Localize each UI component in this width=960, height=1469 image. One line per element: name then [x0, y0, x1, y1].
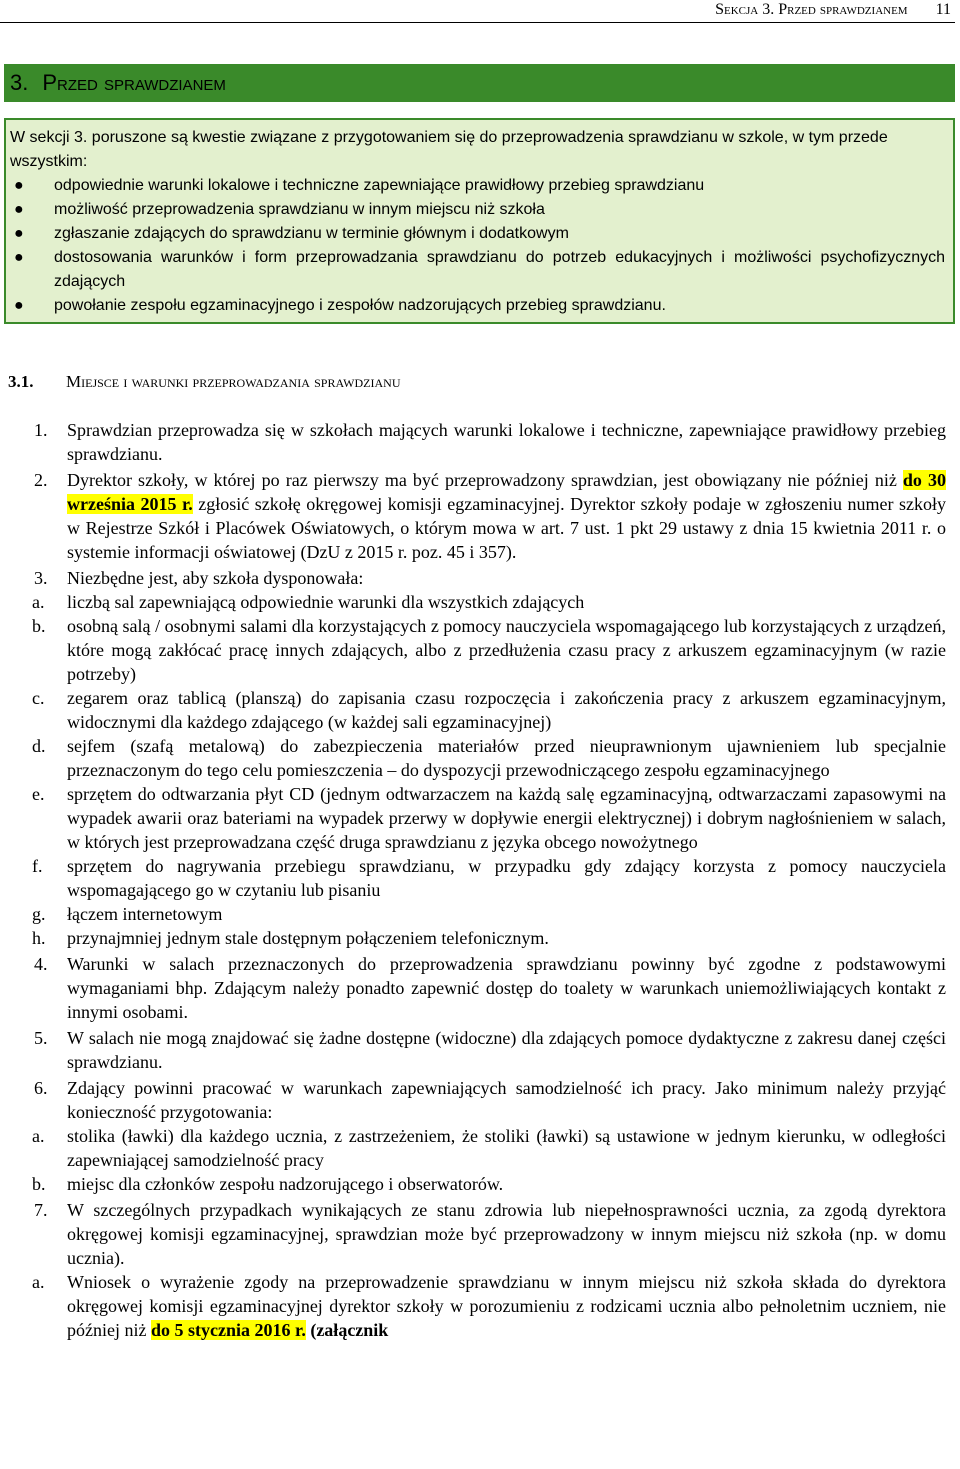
section-title: Przed sprawdzianem — [42, 70, 226, 95]
bullet-icon: ● — [14, 225, 24, 242]
intro-text: W sekcji 3. poruszone są kwestie związane z przygotowaniem się do przeprowadzenia sprawdzianu w szkole, w tym przede wszystkim: — [10, 129, 888, 170]
sub-item-a: a. Wniosek o wyrażenie zgody na przeprowadzenie sprawdzianu w innym miejscu niż szkoła składa do dyrektora okręgowej komisji egzaminacyjnej dyrektor szkoły w porozumieniu z rodzicami ucznia albo pełnoletnim uczniem, nie później niż do 5 stycznia 2016 r. (załącznik — [32, 1272, 946, 1340]
section-title-bar — [4, 64, 955, 102]
subsection-number: 3.1. — [8, 372, 34, 391]
subsection-heading — [8, 372, 400, 392]
sub-item-h: h. przynajmniej jednym stale dostępnym połączeniem telefonicznym. — [32, 928, 549, 948]
sub-item-f: f. sprzętem do nagrywania przebiegu sprawdzianu, w przypadku gdy zdający korzysta z pomocy nauczyciela wspomagającego go w czytaniu lub pisaniu — [32, 856, 946, 900]
list-item: ● zgłaszanie zdających do sprawdzianu w terminie głównym i dodatkowym — [6, 222, 949, 246]
sub-item-e: e. sprzętem do odtwarzania płyt CD (jednym odtwarzaczem na każdą salę egzaminacyjną, odtwarzaczami zapasowymi na wypadek awarii oraz bateriami na wypadek przerwy w dopływie energii elektrycznej) i dobrym nagłośnieniem w salach, w których jest przeprowadzana część druga sprawdzianu z języka obcego nowożytnego — [32, 784, 946, 852]
sub-item-a: a. liczbą sal zapewniającą odpowiednie warunki dla wszystkich zdających — [32, 592, 585, 612]
numbered-item-1: 1. Sprawdzian przeprowadza się w szkołach mających warunki lokalowe i techniczne, zapewniające prawidłowy przebieg sprawdzianu. — [34, 420, 946, 464]
sub-item-b: b. miejsc dla członków zespołu nadzorującego i obserwatorów. — [32, 1174, 504, 1194]
sub-item-g: g. łączem internetowym — [32, 904, 223, 924]
document-body — [34, 418, 946, 1344]
sub-item-c: c. zegarem oraz tablicą (planszą) do zapisania czasu rozpoczęcia i zakończenia pracy z arkuszem egzaminacyjnym, widocznymi dla każdego zdającego (w każdej sali egzaminacyjnej) — [32, 688, 946, 732]
list-item: ● odpowiednie warunki lokalowe i techniczne zapewniające prawidłowy przebieg sprawdzianu — [6, 174, 949, 198]
page-number: 11 — [935, 1, 951, 18]
bullet-icon: ● — [14, 177, 24, 194]
section-number: 3. — [10, 70, 29, 95]
highlighted-deadline: do 5 stycznia 2016 r. — [150, 1320, 306, 1340]
subsection-title: Miejsce i warunki przeprowadzania sprawdzianu — [66, 372, 401, 391]
numbered-item-2: 2. Dyrektor szkoły, w której po raz pierwszy ma być przeprowadzony sprawdzian, jest obowiązany nie później niż do 30 września 2015 r. zgłosić szkołę okręgowej komisji egzaminacyjnej. Dyrektor szkoły podaje w zgłoszeniu numer szkoły w Rejestrze Szkół i Placówek Oświatowych, o którym mowa w art. 7 ust. 1 pkt 29 ustawy z dnia 15 kwietnia 2011 r. o systemie informacji oświatowej (DzU z 2015 r. poz. 45 i 357). — [34, 470, 947, 562]
numbered-item-7: 7. W szczególnych przypadkach wynikających ze stanu zdrowia lub niepełnosprawności ucznia, za zgodą dyrektora okręgowej komisji egzaminacyjnej, sprawdzian może być przeprowadzony w innym miejscu niż szkoła (np. w domu ucznia). a. Wniosek o wyrażenie zgody na przeprowadzenie sprawdzianu w innym miejscu niż szkoła składa do dyrektora okręgowej komisji egzaminacyjnej dyrektor szkoły w porozumieniu z rodzicami ucznia albo pełnoletnim uczniem, nie później niż do 5 stycznia 2016 r. (załącznik — [32, 1200, 946, 1340]
numbered-item-5: 5. W salach nie mogą znajdować się żadne dostępne (widoczne) dla zdających pomoce dydaktyczne z zakresu danej części sprawdzianu. — [34, 1028, 946, 1072]
list-item: ● powołanie zespołu egzaminacyjnego i zespołów nadzorujących przebieg sprawdzianu. — [6, 294, 949, 318]
list-item: ● możliwość przeprowadzenia sprawdzianu w innym miejscu niż szkoła — [6, 198, 949, 222]
bullet-icon: ● — [14, 297, 24, 314]
header-rule — [0, 22, 955, 23]
bullet-icon: ● — [14, 201, 24, 218]
sub-item-b: b. osobną salą / osobnymi salami dla korzystających z pomocy nauczyciela wspomagającego lub korzystających z urządzeń, które mogą zakłócać pracę innych zdających, albo z przedłużenia czasu pracy z arkuszem egzaminacyjnym (w razie potrzeby) — [32, 616, 946, 684]
sub-item-a: a. stolika (ławki) dla każdego ucznia, z zastrzeżeniem, że stoliki (ławki) są ustawione w jednym kierunku, w odległości zapewniającej samodzielność pracy — [32, 1126, 946, 1170]
list-item: ● dostosowania warunków i form przeprowadzania sprawdzianu do potrzeb edukacyjnych i możliwości psychofizycznych zdających — [6, 246, 949, 294]
numbered-item-3: 3. Niezbędne jest, aby szkoła dysponowała: a. liczbą sal zapewniającą odpowiednie warunki dla wszystkich zdających b. osobną salą / osobnymi salami dla korzystających z pomocy nauczyciela wspomagającego lub korzystających z urządzeń, które mogą zakłócać pracę innych zdających, albo z przedłużenia czasu pracy z arkuszem egzaminacyjnym (w razie potrzeby) c. zegarem oraz tablicą (planszą) do zapisania czasu rozpoczęcia i zakończenia pracy z arkuszem egzaminacyjnym, widocznymi dla każdego zdającego (w każdej sali egzaminacyjnej) d. sejfem (szafą metalową) do zabezpieczenia materiałów przed nieuprawnionym ujawnieniem lub specjalnie przeznaczonym do tego celu pomieszczenia – do dyspozycji przewodniczącego zespołu egzaminacyjnego e. sprzętem do odtwarzania płyt CD (jednym odtwarzaczem na każdą salę egzaminacyjną, odtwarzaczami zapasowymi na wypadek awarii oraz bateriami na wypadek przerwy w dopływie energii elektrycznej) i dobrym nagłośnieniem w salach, w których jest przeprowadzana część druga sprawdzianu z języka obcego nowożytnego f. sprzętem do nagrywania przebiegu sprawdzianu, w przypadku gdy zdający korzysta z pomocy nauczyciela wspomagającego go w czytaniu lub pisaniu g. łączem internetowym h. przynajmniej jednym stale dostępnym połączeniem telefonicznym. — [32, 568, 946, 948]
numbered-item-6: 6. Zdający powinni pracować w warunkach zapewniających samodzielność ich pracy. Jako minimum należy przyjąć konieczność przygotowania: a. stolika (ławki) dla każdego ucznia, z zastrzeżeniem, że stoliki (ławki) są ustawione w jednym kierunku, w odległości zapewniającej samodzielność pracy b. miejsc dla członków zespołu nadzorującego i obserwatorów. — [32, 1078, 946, 1194]
sub-item-d: d. sejfem (szafą metalową) do zabezpieczenia materiałów przed nieuprawnionym ujawnieniem lub specjalnie przeznaczonym do tego celu pomieszczenia – do dyspozycji przewodniczącego zespołu egzaminacyjnego — [32, 736, 946, 780]
intro-box — [4, 118, 955, 324]
intro-bullet-list — [6, 174, 949, 318]
running-header: Sekcja 3. Przed sprawdzianem — [715, 1, 908, 18]
numbered-item-4: 4. Warunki w salach przeznaczonych do przeprowadzenia sprawdzianu powinny być zgodne z podstawowymi wymaganiami bhp. Zdającym należy ponadto zapewnić dostęp do toalety w warunkach uniemożliwiających kontakt z innymi osobami. — [34, 954, 946, 1022]
highlighted-deadline: do 30 września 2015 r. — [67, 470, 947, 514]
page-header — [0, 0, 955, 20]
bullet-icon: ● — [14, 249, 24, 266]
